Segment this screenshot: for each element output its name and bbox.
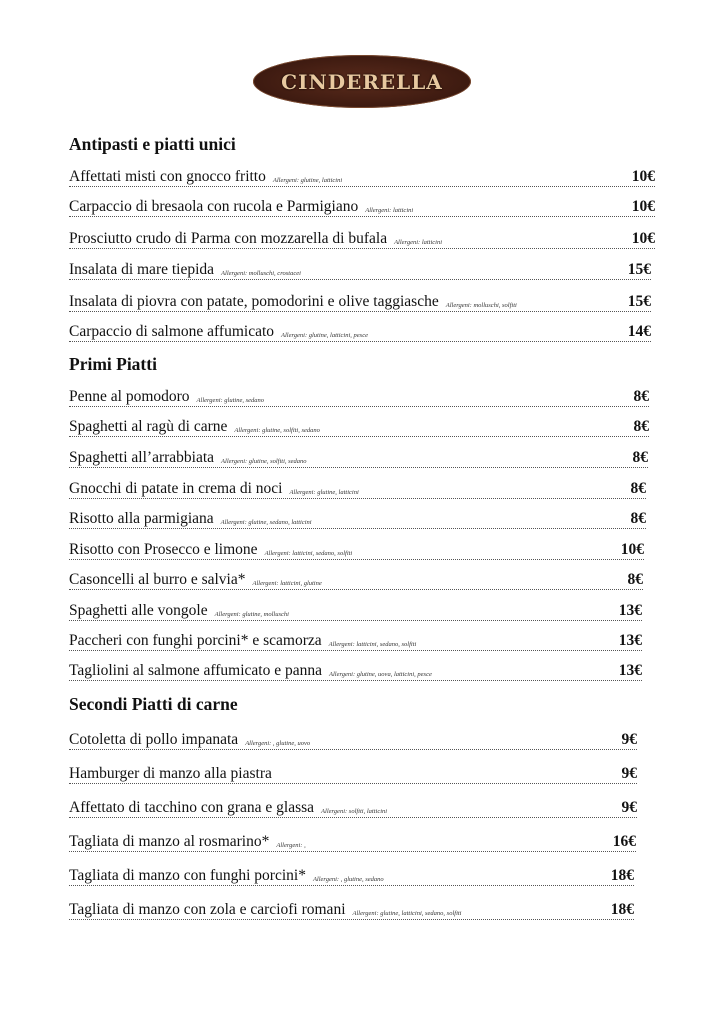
cinderella-logo: [253, 55, 471, 108]
item-allergens: Allergeni: glutine, latticini: [272, 177, 343, 184]
item-allergens: Allergeni: , glutine, sedano: [312, 876, 384, 883]
item-price: 10€: [631, 198, 655, 215]
item-allergens: Allergeni: latticini, sedano, solfiti: [264, 550, 353, 557]
item-price: 10€: [620, 541, 644, 558]
menu-item: [69, 600, 642, 621]
item-price: 15€: [627, 293, 651, 310]
menu-item: [69, 899, 634, 920]
item-price: 8€: [627, 571, 643, 588]
menu-item: [69, 831, 636, 852]
item-price: 13€: [618, 632, 642, 649]
item-price: 9€: [621, 799, 637, 816]
menu-item: [69, 447, 648, 468]
item-allergens: Allergeni: solfiti, latticini: [321, 808, 388, 815]
item-allergens: Allergeni: glutine, latticini: [289, 489, 359, 496]
menu-item: [69, 386, 649, 407]
section-title: Antipasti e piatti unici: [69, 134, 236, 154]
item-name: Carpaccio di bresaola con rucola e Parmigiano: [69, 198, 359, 215]
item-allergens: Allergeni: glutine, sedano, latticini: [220, 519, 312, 526]
item-price: 8€: [630, 480, 646, 497]
item-price: 9€: [621, 731, 637, 748]
item-allergens: Allergeni: , glutine, uovo: [245, 740, 311, 747]
item-price: 16€: [612, 833, 636, 850]
item-name: Spaghetti al ragù di carne: [69, 418, 228, 435]
item-allergens: Allergeni: latticini, sedano, solfiti: [328, 641, 417, 648]
item-price: 10€: [631, 168, 655, 185]
menu-item: [69, 763, 637, 784]
item-name: Insalata di mare tiepida: [69, 261, 215, 278]
menu-item: [69, 259, 651, 280]
item-allergens: Allergeni: glutine, uova, latticini, pesce: [329, 671, 432, 678]
item-name: Prosciutto crudo di Parma con mozzarella di bufala: [69, 230, 388, 247]
item-name: Gnocchi di patate in crema di noci: [69, 480, 283, 497]
item-price: 9€: [621, 765, 637, 782]
item-allergens: Allergeni: glutine, latticini, sedano, solfiti: [352, 910, 462, 917]
menu-item: [69, 569, 643, 590]
item-price: 14€: [627, 323, 651, 340]
item-price: 8€: [632, 449, 648, 466]
menu-item: [69, 660, 642, 681]
item-name: Spaghetti alle vongole: [69, 602, 208, 619]
item-allergens: Allergeni: glutine, sedano: [196, 397, 265, 404]
menu-item: [69, 196, 655, 217]
item-price: 18€: [610, 901, 634, 918]
item-price: 18€: [610, 867, 634, 884]
menu-item: [69, 630, 642, 651]
section-title: Primi Piatti: [69, 354, 157, 374]
item-allergens: Allergeni: latticini: [394, 239, 443, 246]
item-allergens: Allergeni: molluschi, solfiti: [445, 302, 517, 309]
menu-item: [69, 321, 651, 342]
item-price: 8€: [630, 510, 646, 527]
section-title: Secondi Piatti di carne: [69, 694, 238, 714]
item-price: 8€: [633, 418, 649, 435]
item-allergens: Allergeni: glutine, solfiti, sedano: [221, 458, 307, 465]
item-name: Tagliata di manzo al rosmarino*: [69, 833, 270, 850]
item-price: 15€: [627, 261, 651, 278]
item-allergens: Allergeni: molluschi, crostacei: [221, 270, 301, 277]
menu-item: [69, 478, 646, 499]
item-name: Tagliata di manzo con funghi porcini*: [69, 867, 306, 884]
menu-item: [69, 539, 644, 560]
menu-item: [69, 797, 637, 818]
item-price: 13€: [618, 662, 642, 679]
item-price: 13€: [618, 602, 642, 619]
item-name: Risotto con Prosecco e limone: [69, 541, 258, 558]
item-name: Tagliata di manzo con zola e carciofi romani: [69, 901, 346, 918]
item-name: Risotto alla parmigiana: [69, 510, 214, 527]
item-name: Affettati misti con gnocco fritto: [69, 168, 266, 185]
item-price: 10€: [631, 230, 655, 247]
menu-item: [69, 508, 646, 529]
item-allergens: Allergeni: latticini: [365, 207, 414, 214]
item-name: Casoncelli al burro e salvia*: [69, 571, 246, 588]
item-name: Tagliolini al salmone affumicato e panna: [69, 662, 323, 679]
item-allergens: Allergeni: latticini, glutine: [252, 580, 322, 587]
item-name: Spaghetti all’arrabbiata: [69, 449, 215, 466]
item-name: Affettato di tacchino con grana e glassa: [69, 799, 315, 816]
item-name: Cotoletta di pollo impanata: [69, 731, 239, 748]
menu-item: [69, 291, 651, 312]
menu-item: [69, 729, 637, 750]
item-allergens: Allergeni: glutine, latticini, pesce: [281, 332, 368, 339]
menu-item: [69, 166, 655, 187]
item-allergens: Allergeni: ,: [276, 842, 306, 849]
item-name: Hamburger di manzo alla piastra: [69, 765, 272, 782]
item-name: Insalata di piovra con patate, pomodorini e olive taggiasche: [69, 293, 439, 310]
item-name: Penne al pomodoro: [69, 388, 190, 405]
item-allergens: Allergeni: glutine, molluschi: [214, 611, 289, 618]
item-allergens: Allergeni: glutine, solfiti, sedano: [234, 427, 320, 434]
menu-item: [69, 416, 649, 437]
item-name: Carpaccio di salmone affumicato: [69, 323, 275, 340]
logo-text: CINDERELLA: [281, 69, 443, 94]
menu-item: [69, 865, 634, 886]
item-price: 8€: [633, 388, 649, 405]
item-name: Paccheri con funghi porcini* e scamorza: [69, 632, 322, 649]
menu-item: [69, 228, 655, 249]
